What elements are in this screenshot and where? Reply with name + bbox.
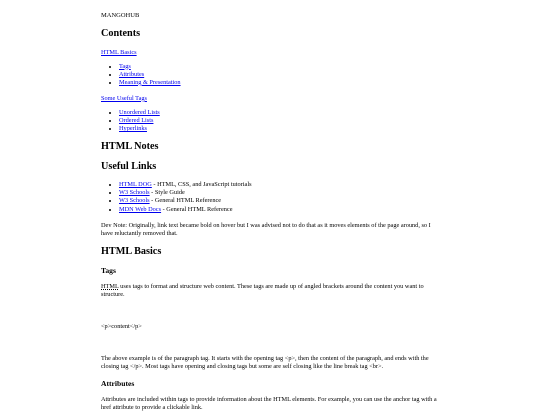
list-item bbox=[119, 79, 440, 87]
contents-link-meaning-presentation[interactable]: Meaning & Presentation bbox=[119, 78, 181, 86]
contents-link-html-basics[interactable]: HTML Basics bbox=[101, 48, 137, 56]
dev-note: Dev Note: Originally, link text became bold on hover but I was advised not to do that as it moves elements of the page around, so I have reluctantly removed that. bbox=[101, 221, 431, 237]
list-item bbox=[119, 189, 440, 197]
useful-links-list bbox=[101, 181, 440, 213]
list-item bbox=[119, 206, 440, 214]
contents-heading: Contents bbox=[101, 28, 141, 40]
list-item bbox=[119, 71, 440, 79]
list-item bbox=[119, 197, 440, 205]
html-abbr: HTML bbox=[101, 283, 119, 291]
contents-list-basics bbox=[101, 63, 440, 87]
site-logo: MANGOHUB bbox=[101, 12, 140, 19]
link-w3-schools-reference[interactable]: W3 Schools bbox=[119, 197, 150, 205]
link-description: - Style Guide bbox=[149, 189, 185, 197]
contents-link-tags[interactable]: Tags bbox=[119, 62, 131, 70]
contents-section-useful-tags bbox=[101, 95, 440, 103]
link-html-dog[interactable]: HTML DOG bbox=[119, 181, 152, 189]
link-mdn-web-docs[interactable]: MDN Web Docs bbox=[119, 205, 162, 213]
list-item bbox=[119, 125, 440, 133]
contents-section-basics bbox=[101, 49, 440, 57]
list-item bbox=[119, 109, 440, 117]
contents-link-ordered-lists[interactable]: Ordered Lists bbox=[119, 116, 154, 124]
link-description: - General HTML Reference bbox=[149, 197, 222, 205]
html-basics-heading: HTML Basics bbox=[101, 245, 162, 257]
html-notes-heading: HTML Notes bbox=[101, 140, 159, 152]
tags-intro bbox=[101, 283, 440, 299]
link-w3-schools-style[interactable]: W3 Schools bbox=[119, 189, 150, 197]
list-item bbox=[119, 181, 440, 189]
list-item bbox=[119, 117, 440, 125]
tags-intro-text: uses tags to format and structure web content. These tags are made up of angled brackets around the content you want to structure. bbox=[101, 283, 424, 299]
contents-list-useful-tags bbox=[101, 109, 440, 133]
tags-heading: Tags bbox=[101, 265, 116, 275]
contents-link-some-useful-tags[interactable]: Some Useful Tags bbox=[101, 94, 147, 102]
code-example: <p>content</p> bbox=[101, 323, 142, 331]
contents-link-hyperlinks[interactable]: Hyperlinks bbox=[119, 124, 147, 132]
link-description: - HTML, CSS, and JavaScript tutorials bbox=[151, 181, 252, 189]
attributes-heading: Attributes bbox=[101, 379, 135, 389]
contents-link-unordered-lists[interactable]: Unordered Lists bbox=[119, 108, 160, 116]
link-description: - General HTML Reference bbox=[161, 205, 233, 213]
tags-explanation: The above example is of the paragraph tag. It starts with the opening tag <p>, then the content of the paragraph, and ends with the closing tag </p>. Most tags have opening and closing tags but some are self closing like the line break tag <br>. bbox=[101, 355, 429, 371]
contents-link-attributes[interactable]: Attributes bbox=[119, 70, 145, 78]
attributes-text: Attributes are included within tags to provide information about the HTML elements. For example, you can use the anchor tag with a href attribute to provide a clickable link. bbox=[101, 396, 437, 412]
list-item bbox=[119, 63, 440, 71]
useful-links-heading: Useful Links bbox=[101, 161, 157, 173]
